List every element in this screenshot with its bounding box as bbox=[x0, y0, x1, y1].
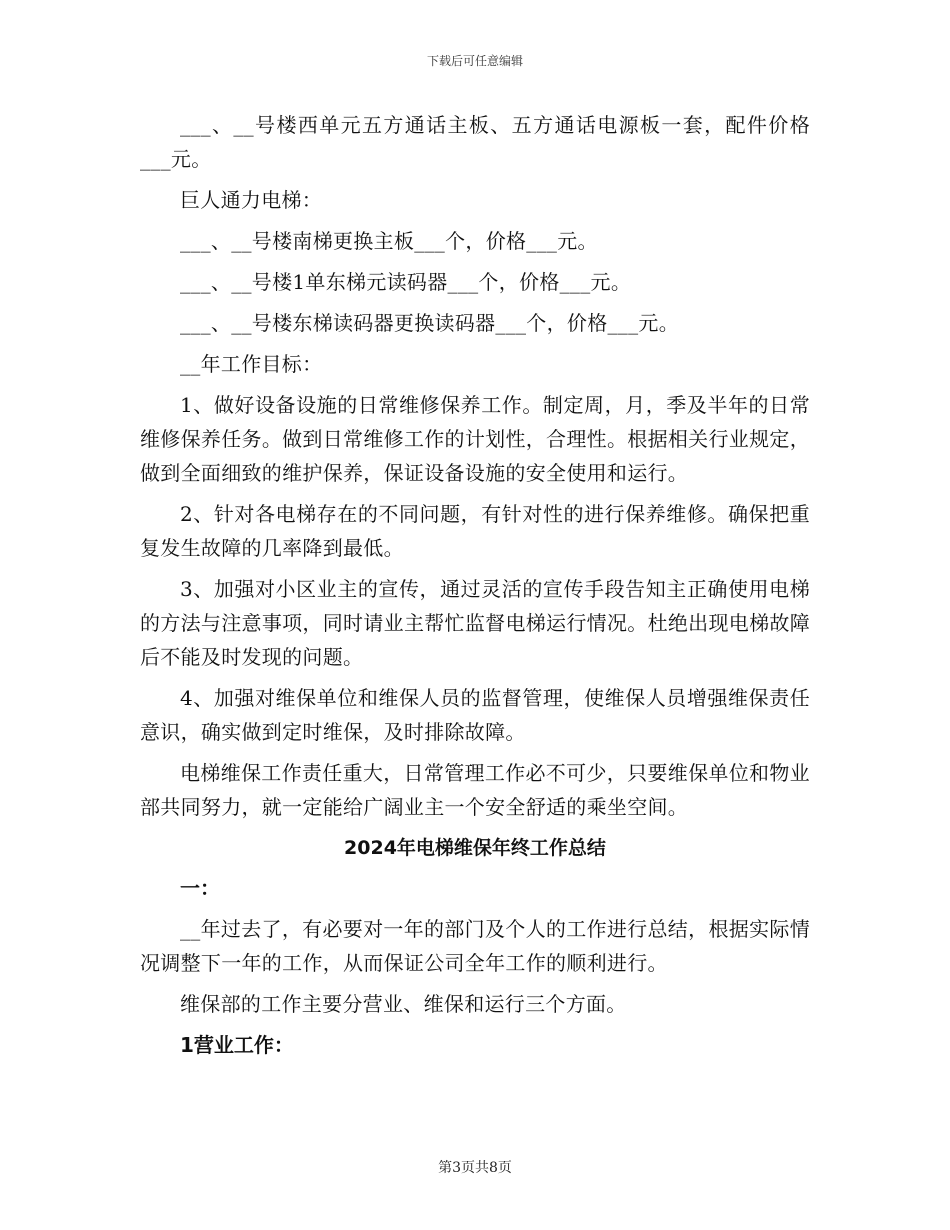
paragraph-goal-3: 3、加强对小区业主的宣传，通过灵活的宣传手段告知主正确使用电梯的方法与注意事项，同时请业主帮忙监督电梯运行情况。杜绝出现电梯故障后不能及时发现的问题。 bbox=[140, 577, 810, 669]
paragraph-south-elevator: ___、__号楼南梯更换主板___个，价格___元。 bbox=[180, 229, 598, 253]
section-business-heading: 1营业工作： bbox=[180, 1033, 294, 1057]
paragraph-intercom-board: ___、__号楼西单元五方通话主板、五方通话电源板一套，配件价格___元。 bbox=[140, 113, 810, 171]
paragraph-conclusion: 电梯维保工作责任重大，日常管理工作必不可少，只要维保单位和物业部共同努力，就一定能给广阔业主一个安全舒适的乘坐空间。 bbox=[140, 761, 810, 819]
document-title: 2024年电梯维保年终工作总结 bbox=[344, 837, 606, 859]
paragraph-goals-heading: __年工作目标： bbox=[180, 352, 323, 376]
page-number: 第3页共8页 bbox=[438, 1160, 512, 1176]
paragraph-year-review: __年过去了，有必要对一年的部门及个人的工作进行总结，根据实际情况调整下一年的工作，从而保证公司全年工作的顺利进行。 bbox=[140, 917, 810, 975]
paragraph-east-reader-1: ___、__号楼1单东梯元读码器___个，价格___元。 bbox=[180, 270, 632, 294]
paragraph-brand-heading: 巨人通力电梯： bbox=[180, 188, 323, 212]
paragraph-goal-1: 1、做好设备设施的日常维修保养工作。制定周，月，季及半年的日常维修保养任务。做到日常维修工作的计划性，合理性。根据相关行业规定，做到全面细致的维护保养，保证设备设施的安全使用和运行。 bbox=[140, 393, 810, 485]
paragraph-east-reader-2: ___、__号楼东梯读码器更换读码器___个，价格___元。 bbox=[180, 311, 679, 335]
section-one-heading: 一： bbox=[180, 876, 220, 900]
page-header-note: 下载后可任意编辑 bbox=[426, 54, 523, 68]
document-body bbox=[140, 108, 810, 1069]
paragraph-goal-4: 4、加强对维保单位和维保人员的监督管理，使维保人员增强维保责任意识，确实做到定时维保，及时排除故障。 bbox=[140, 686, 810, 744]
paragraph-goal-2: 2、针对各电梯存在的不同问题，有针对性的进行保养维修。确保把重复发生故障的几率降到最低。 bbox=[140, 502, 810, 560]
paragraph-department-scope: 维保部的工作主要分营业、维保和运行三个方面。 bbox=[180, 992, 627, 1016]
